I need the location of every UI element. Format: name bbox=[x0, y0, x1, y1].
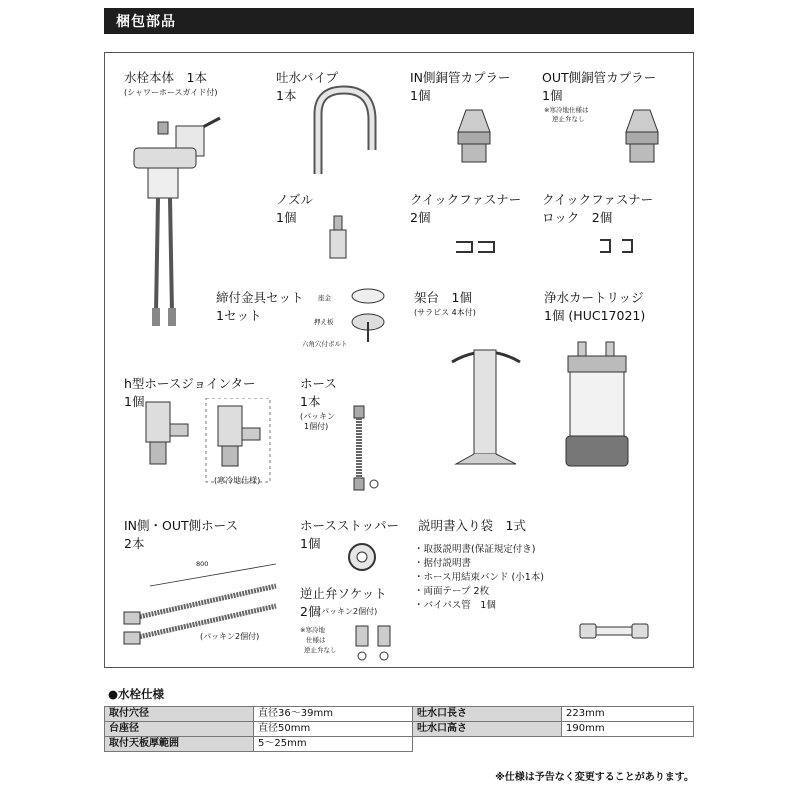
faucet-sub: (シャワーホースガイド付) bbox=[124, 88, 218, 97]
cartridge-illustration bbox=[562, 338, 632, 472]
faucet-name: 水栓本体 1本 bbox=[124, 70, 207, 85]
spec-empty bbox=[413, 737, 562, 752]
quick-lock-qty: ロック 2個 bbox=[542, 210, 613, 225]
hose-stopper-name: ホースストッパー bbox=[300, 518, 400, 533]
out-coupler-qty: 1個 bbox=[542, 88, 563, 103]
hose-stopper-qty: 1個 bbox=[300, 536, 321, 551]
check-socket-qty-sub: (パッキン2個付) bbox=[318, 607, 378, 616]
inout-hose-length: 800 bbox=[196, 560, 209, 568]
in-coupler-qty: 1個 bbox=[410, 88, 431, 103]
out-coupler-note2: 逆止弁なし bbox=[552, 115, 585, 123]
spec-value: 223mm bbox=[562, 707, 694, 722]
inout-hose-name: IN側・OUT側ホース bbox=[124, 518, 239, 533]
cartridge-qty: 1個 (HUC17021) bbox=[544, 308, 646, 323]
manual-bag-name: 説明書入り袋 1式 bbox=[418, 518, 526, 533]
spout-illustration bbox=[306, 84, 386, 180]
h-joint-cold: (寒冷地仕様) bbox=[214, 476, 261, 485]
fitting-part-bolt: 六角穴付ボルト bbox=[302, 340, 348, 348]
quick-fastener-illustration bbox=[454, 234, 500, 256]
out-coupler-note1: ※寒冷地仕様は bbox=[544, 106, 589, 114]
manual-item: ・ホース用結束バンド (小1本) bbox=[414, 572, 545, 583]
check-socket-illustration bbox=[350, 622, 396, 666]
check-socket-qty: 2個 bbox=[300, 604, 321, 619]
stand-sub: (サラビス 4本付) bbox=[414, 308, 476, 317]
check-socket-note2: 仕様は bbox=[306, 636, 326, 644]
quick-fastener-name: クイックファスナー bbox=[410, 192, 522, 207]
check-socket-note3: 逆止弁なし bbox=[304, 646, 337, 654]
spec-label: 台座径 bbox=[105, 722, 254, 737]
nozzle-illustration bbox=[326, 214, 350, 260]
h-joint-qty: 1個 bbox=[124, 394, 145, 409]
spec-value: 直径36～39mm bbox=[254, 707, 413, 722]
manual-item: ・バイパス管 1個 bbox=[414, 600, 496, 611]
out-coupler-illustration bbox=[620, 106, 664, 166]
spout-name: 吐水パイプ bbox=[276, 70, 339, 85]
spec-value: 5～25mm bbox=[254, 737, 413, 752]
quick-lock-name: クイックファスナー bbox=[542, 192, 654, 207]
hose-sub1: (パッキン bbox=[300, 412, 336, 421]
inout-hose-sub: (パッキン2個付) bbox=[200, 632, 260, 641]
spec-empty bbox=[562, 737, 694, 752]
nozzle-qty: 1個 bbox=[276, 210, 297, 225]
fitting-set-name: 締付金具セット bbox=[216, 290, 304, 305]
hose-qty: 1本 bbox=[300, 394, 321, 409]
in-coupler-name: IN側銅管カプラー bbox=[410, 70, 511, 85]
inout-hose-qty: 2本 bbox=[124, 536, 145, 551]
bypass-pipe-illustration bbox=[576, 616, 652, 646]
manual-item: ・両面テープ 2枚 bbox=[414, 586, 490, 597]
check-socket-note1: ※寒冷地 bbox=[300, 626, 325, 634]
spec-value: 190mm bbox=[562, 722, 694, 737]
quick-fastener-qty: 2個 bbox=[410, 210, 431, 225]
spec-value: 直径50mm bbox=[254, 722, 413, 737]
in-coupler-illustration bbox=[452, 106, 496, 166]
h-joint-name: h型ホースジョインター bbox=[124, 376, 256, 391]
spec-note: ※仕様は予告なく変更することがあります。 bbox=[495, 772, 694, 783]
spout-qty: 1本 bbox=[276, 88, 297, 103]
stand-illustration bbox=[446, 346, 526, 470]
manual-item: ・据付説明書 bbox=[414, 558, 472, 569]
hose-sub2: 1個付) bbox=[304, 422, 329, 431]
spec-title: ●水栓仕様 bbox=[108, 687, 165, 701]
out-coupler-name: OUT側銅管カプラー bbox=[542, 70, 657, 85]
table-row bbox=[105, 707, 694, 722]
spec-label: 吐水口長さ bbox=[413, 707, 562, 722]
fitting-part-plate: 押え板 bbox=[314, 318, 334, 326]
stand-name: 架台 1個 bbox=[414, 290, 472, 305]
table-row bbox=[105, 737, 694, 752]
section-header bbox=[104, 8, 694, 34]
check-socket-name: 逆止弁ソケット bbox=[300, 586, 387, 601]
table-row bbox=[105, 722, 694, 737]
manual-item: ・取扱説明書(保証規定付き) bbox=[414, 544, 536, 555]
fitting-set-illustration bbox=[348, 284, 388, 344]
hose-stopper-illustration bbox=[340, 540, 384, 574]
quick-lock-illustration bbox=[598, 236, 642, 256]
section-title: 梱包部品 bbox=[116, 14, 176, 30]
h-joint-illustration bbox=[136, 398, 276, 488]
fitting-part-washer: 座金 bbox=[318, 294, 331, 302]
faucet-illustration bbox=[128, 108, 228, 340]
hose-illustration bbox=[346, 404, 382, 496]
spec-label: 取付穴径 bbox=[105, 707, 254, 722]
spec-table bbox=[104, 706, 694, 752]
fitting-set-qty: 1セット bbox=[216, 308, 262, 323]
spec-label: 取付天板厚範囲 bbox=[105, 737, 254, 752]
nozzle-name: ノズル bbox=[276, 192, 314, 207]
hose-name: ホース bbox=[300, 376, 337, 391]
cartridge-name: 浄水カートリッジ bbox=[544, 290, 644, 305]
spec-label: 吐水口高さ bbox=[413, 722, 562, 737]
